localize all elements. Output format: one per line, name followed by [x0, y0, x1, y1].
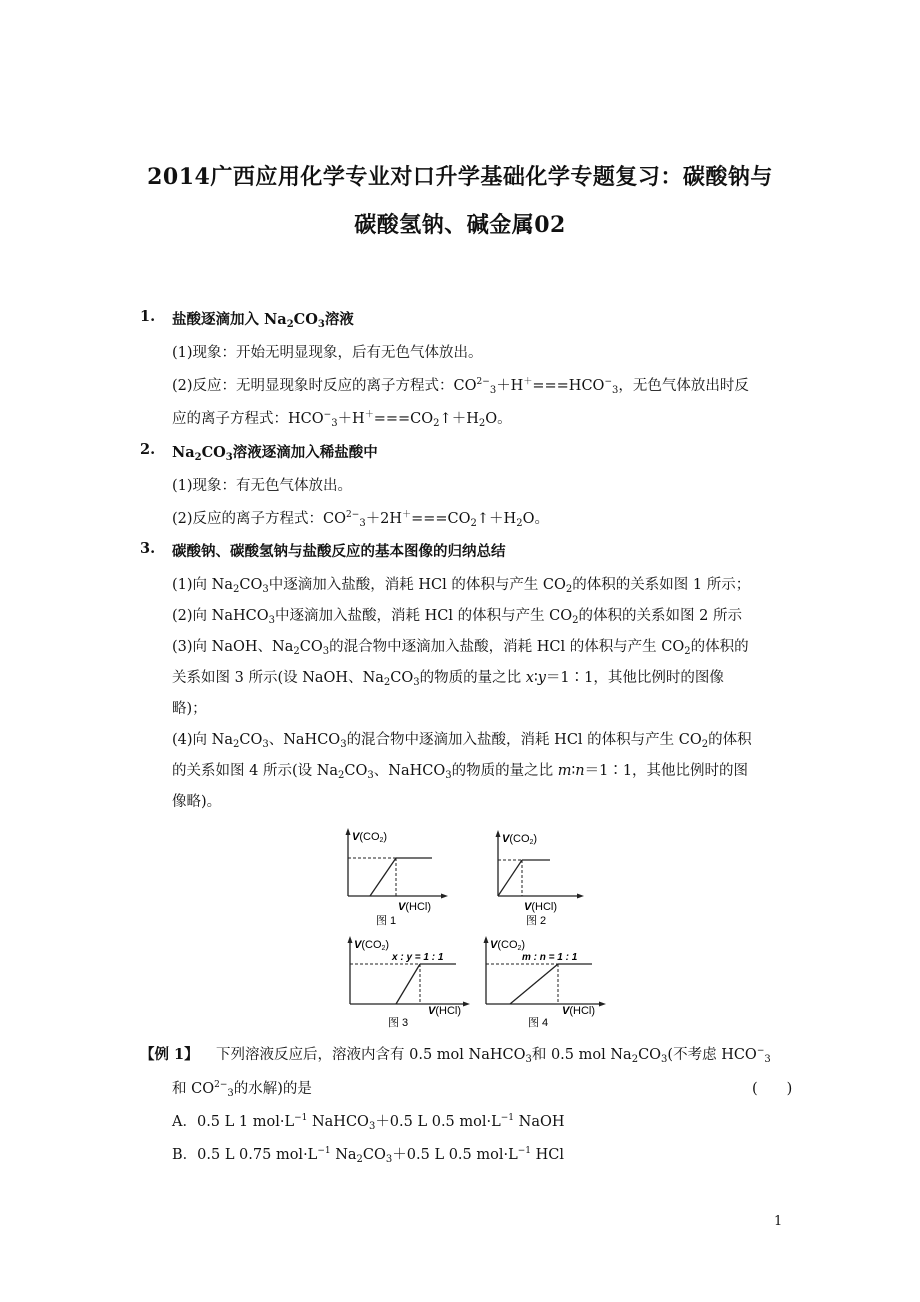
- figure-2: [484, 826, 590, 930]
- section-3-line5: 略)；: [172, 701, 207, 717]
- section-2-reaction: (2)反应的离子方程式：$CO^{2-}_3+2H^+===CO_2↑+H_2O$。: [172, 510, 549, 529]
- svg-text:V(HCl): V(HCl): [398, 901, 432, 913]
- section-1-heading: 盐酸逐滴加入 $Na_2CO_3$溶液: [172, 311, 354, 330]
- section-1-number: 1.: [140, 308, 156, 325]
- section-3-heading: 碳酸钠、碳酸氢钠与盐酸反应的基本图像的归纳总结: [172, 543, 506, 560]
- figure-3: [340, 932, 480, 1030]
- section-2-number: 2.: [140, 441, 156, 458]
- section-3-line3: (3)向 NaOH、$Na_2CO_3$的混合物中逐滴加入盐酸，消耗 HCl 的体积与产生 $CO_2$的体积的: [172, 639, 749, 657]
- section-1-reaction-line1: (2)反应：无明显现象时反应的离子方程式：$CO^{2-}_3+H^+===HCO^-_3$，无色气体放出时反: [172, 377, 749, 396]
- svg-text:V(HCl): V(HCl): [562, 1005, 596, 1017]
- svg-text:图 1: 图 1: [376, 915, 397, 927]
- page-title-line1: 2014广西应用化学专业对口升学基础化学专题复习：碳酸钠与: [147, 164, 773, 190]
- figure-1: [336, 824, 460, 928]
- svg-text:V(CO2): V(CO2): [490, 939, 526, 952]
- svg-text:V(CO2): V(CO2): [352, 831, 388, 844]
- section-3-line4: 关系如图 3 所示(设 NaOH、$Na_2CO_3$的物质的量之比 x∶y＝1∶1，其他比例时的图像: [172, 670, 724, 688]
- section-2-phenomenon: (1)现象：有无色气体放出。: [172, 478, 353, 494]
- example-question-line2: 和 $CO^{2-}_3$的水解)的是: [172, 1080, 312, 1099]
- section-3-number: 3.: [140, 540, 156, 557]
- example-label: 【例 1】: [140, 1046, 199, 1063]
- svg-text:V(HCl): V(HCl): [524, 901, 558, 913]
- svg-text:V(CO2): V(CO2): [354, 939, 390, 952]
- section-3-line7: 的关系如图 4 所示(设 $Na_2CO_3$、NaHCO$_3$的物质的量之比 m∶n＝1∶1，其他比例时的图: [172, 763, 749, 781]
- svg-text:m : n = 1 : 1: m : n = 1 : 1: [522, 952, 578, 963]
- section-3-line8: 像略)。: [172, 794, 222, 810]
- option-a: A．0.5 L 1 $mol\cdot L^{-1}$ NaHCO$_3$＋0.5 L 0.5 $mol\cdot L^{-1}$ NaOH: [172, 1113, 565, 1132]
- section-3-line2: (2)向 NaHCO$_3$中逐滴加入盐酸，消耗 HCl 的体积与产生 $CO_2$的体积的关系如图 2 所示: [172, 608, 742, 626]
- section-1-reaction-line2: 应的离子方程式：$HCO^-_3+H^+===CO_2↑+H_2O$。: [172, 410, 512, 429]
- section-3-line1: (1)向 $Na_2CO_3$中逐滴加入盐酸，消耗 HCl 的体积与产生 $CO_2$的体积的关系如图 1 所示；: [172, 577, 751, 595]
- section-3-line6: (4)向 $Na_2CO_3$、NaHCO$_3$的混合物中逐滴加入盐酸，消耗 HCl 的体积与产生 $CO_2$的体积: [172, 732, 752, 750]
- page-title-line2: 碳酸氢钠、碱金属02: [354, 212, 566, 238]
- svg-text:x : y = 1 : 1: x : y = 1 : 1: [392, 952, 444, 963]
- section-2-heading: $Na_2CO_3$溶液逐滴加入稀盐酸中: [172, 444, 378, 463]
- figure-4: [476, 932, 616, 1030]
- svg-text:V(CO2): V(CO2): [502, 833, 538, 846]
- svg-text:图 4: 图 4: [528, 1017, 549, 1029]
- option-b: B．0.5 L 0.75 $mol\cdot L^{-1}$ $Na_2CO_3+0.5$ L 0.5 $mol\cdot L^{-1}$ HCl: [172, 1146, 564, 1165]
- svg-text:V(HCl): V(HCl): [428, 1005, 462, 1017]
- answer-blank: ( ): [752, 1081, 793, 1097]
- section-1-phenomenon: (1)现象：开始无明显现象，后有无色气体放出。: [172, 345, 483, 361]
- page-number: 1: [774, 1214, 783, 1229]
- example-question-line1: 下列溶液反应后，溶液内含有 0.5 mol NaHCO$_3$和 0.5 mol $Na_2CO_3$(不考虑 $HCO^-_3$: [216, 1046, 771, 1065]
- svg-text:图 2: 图 2: [526, 915, 547, 927]
- svg-text:图 3: 图 3: [388, 1017, 409, 1029]
